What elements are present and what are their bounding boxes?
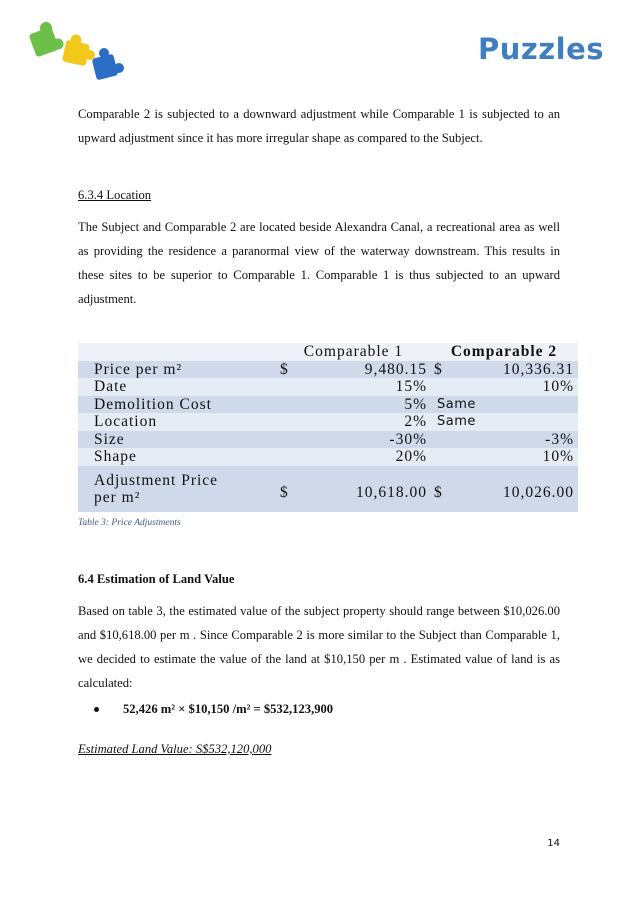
row-label: Date	[78, 378, 277, 396]
cell-comparable-2	[431, 466, 578, 512]
cell-comparable-2: 10%	[431, 378, 578, 396]
currency-symbol: $	[434, 484, 443, 501]
cell-comparable-1: -30%	[277, 431, 431, 449]
row-label-line-2: per m²	[94, 488, 141, 506]
table-row	[78, 448, 578, 466]
currency-symbol: $	[434, 360, 443, 378]
row-label: Price per m²	[78, 361, 277, 379]
calculation-text: 52,426 m² × $10,150 /m² = $532,123,900	[123, 702, 334, 716]
calculation-bullet	[94, 702, 333, 717]
cell-comparable-2	[431, 361, 578, 379]
location-paragraph: The Subject and Comparable 2 are located beside Alexandra Canal, a recreational area as well as providing the residence a paranormal view of the waterway downstream. This results in these sites to be superior to Comparable 1. Comparable 1 is thus subjected to an upward adjustment.	[78, 220, 560, 306]
table-row	[78, 431, 578, 449]
estimated-land-value: Estimated Land Value: S$532,120,000	[78, 742, 272, 756]
table-header-comparable-1: Comparable 1	[277, 343, 431, 361]
bullet-dot-icon	[94, 707, 99, 712]
brand-title: Puzzles	[477, 32, 604, 66]
table-row	[78, 466, 578, 512]
cell-comparable-2: Same	[431, 413, 578, 431]
table-header-comparable-2: Comparable 2	[431, 343, 578, 361]
cell-value: 10,026.00	[503, 484, 574, 501]
estimation-paragraph: Based on table 3, the estimated value of the subject property should range between $10,026.00 and $10,618.00 per m . Since Comparable 2 is more similar to the Subject than Comparable 1, we decided to estimate the value of the land at $10,150 per m . Estimated value of land is as calculated:	[78, 604, 560, 690]
cell-value: 10,336.31	[503, 360, 574, 378]
table-header-row	[78, 343, 578, 361]
cell-value: 10,618.00	[356, 484, 427, 501]
location-heading: 6.3.4 Location	[78, 188, 152, 202]
page-number: 14	[547, 838, 560, 849]
cell-comparable-2: 10%	[431, 448, 578, 466]
price-adjustment-table	[78, 343, 578, 512]
row-label: Shape	[78, 448, 277, 466]
cell-comparable-1	[277, 466, 431, 512]
cell-comparable-1: 5%	[277, 396, 431, 414]
cell-comparable-1: 2%	[277, 413, 431, 431]
table-row	[78, 378, 578, 396]
estimation-heading: 6.4 Estimation of Land Value	[78, 572, 235, 586]
row-label	[78, 466, 277, 512]
table-header-blank	[78, 343, 277, 361]
row-label: Demolition Cost	[78, 396, 277, 414]
intro-paragraph: Comparable 2 is subjected to a downward adjustment while Comparable 1 is subjected to an upward adjustment since it has more irregular shape as compared to the Subject.	[78, 107, 560, 145]
puzzle-pieces-icon	[24, 20, 134, 84]
table-row	[78, 361, 578, 379]
cell-value: 9,480.15	[364, 360, 427, 378]
currency-symbol: $	[280, 484, 289, 501]
currency-symbol: $	[280, 360, 289, 378]
cell-comparable-2: Same	[431, 396, 578, 414]
table-row	[78, 413, 578, 431]
cell-comparable-1	[277, 361, 431, 379]
row-label: Location	[78, 413, 277, 431]
row-label-line-1: Adjustment Price	[94, 471, 219, 489]
row-label: Size	[78, 431, 277, 449]
cell-comparable-1: 20%	[277, 448, 431, 466]
cell-comparable-2: -3%	[431, 431, 578, 449]
table-row	[78, 396, 578, 414]
cell-comparable-1: 15%	[277, 378, 431, 396]
table-caption: Table 3: Price Adjustments	[78, 518, 181, 528]
